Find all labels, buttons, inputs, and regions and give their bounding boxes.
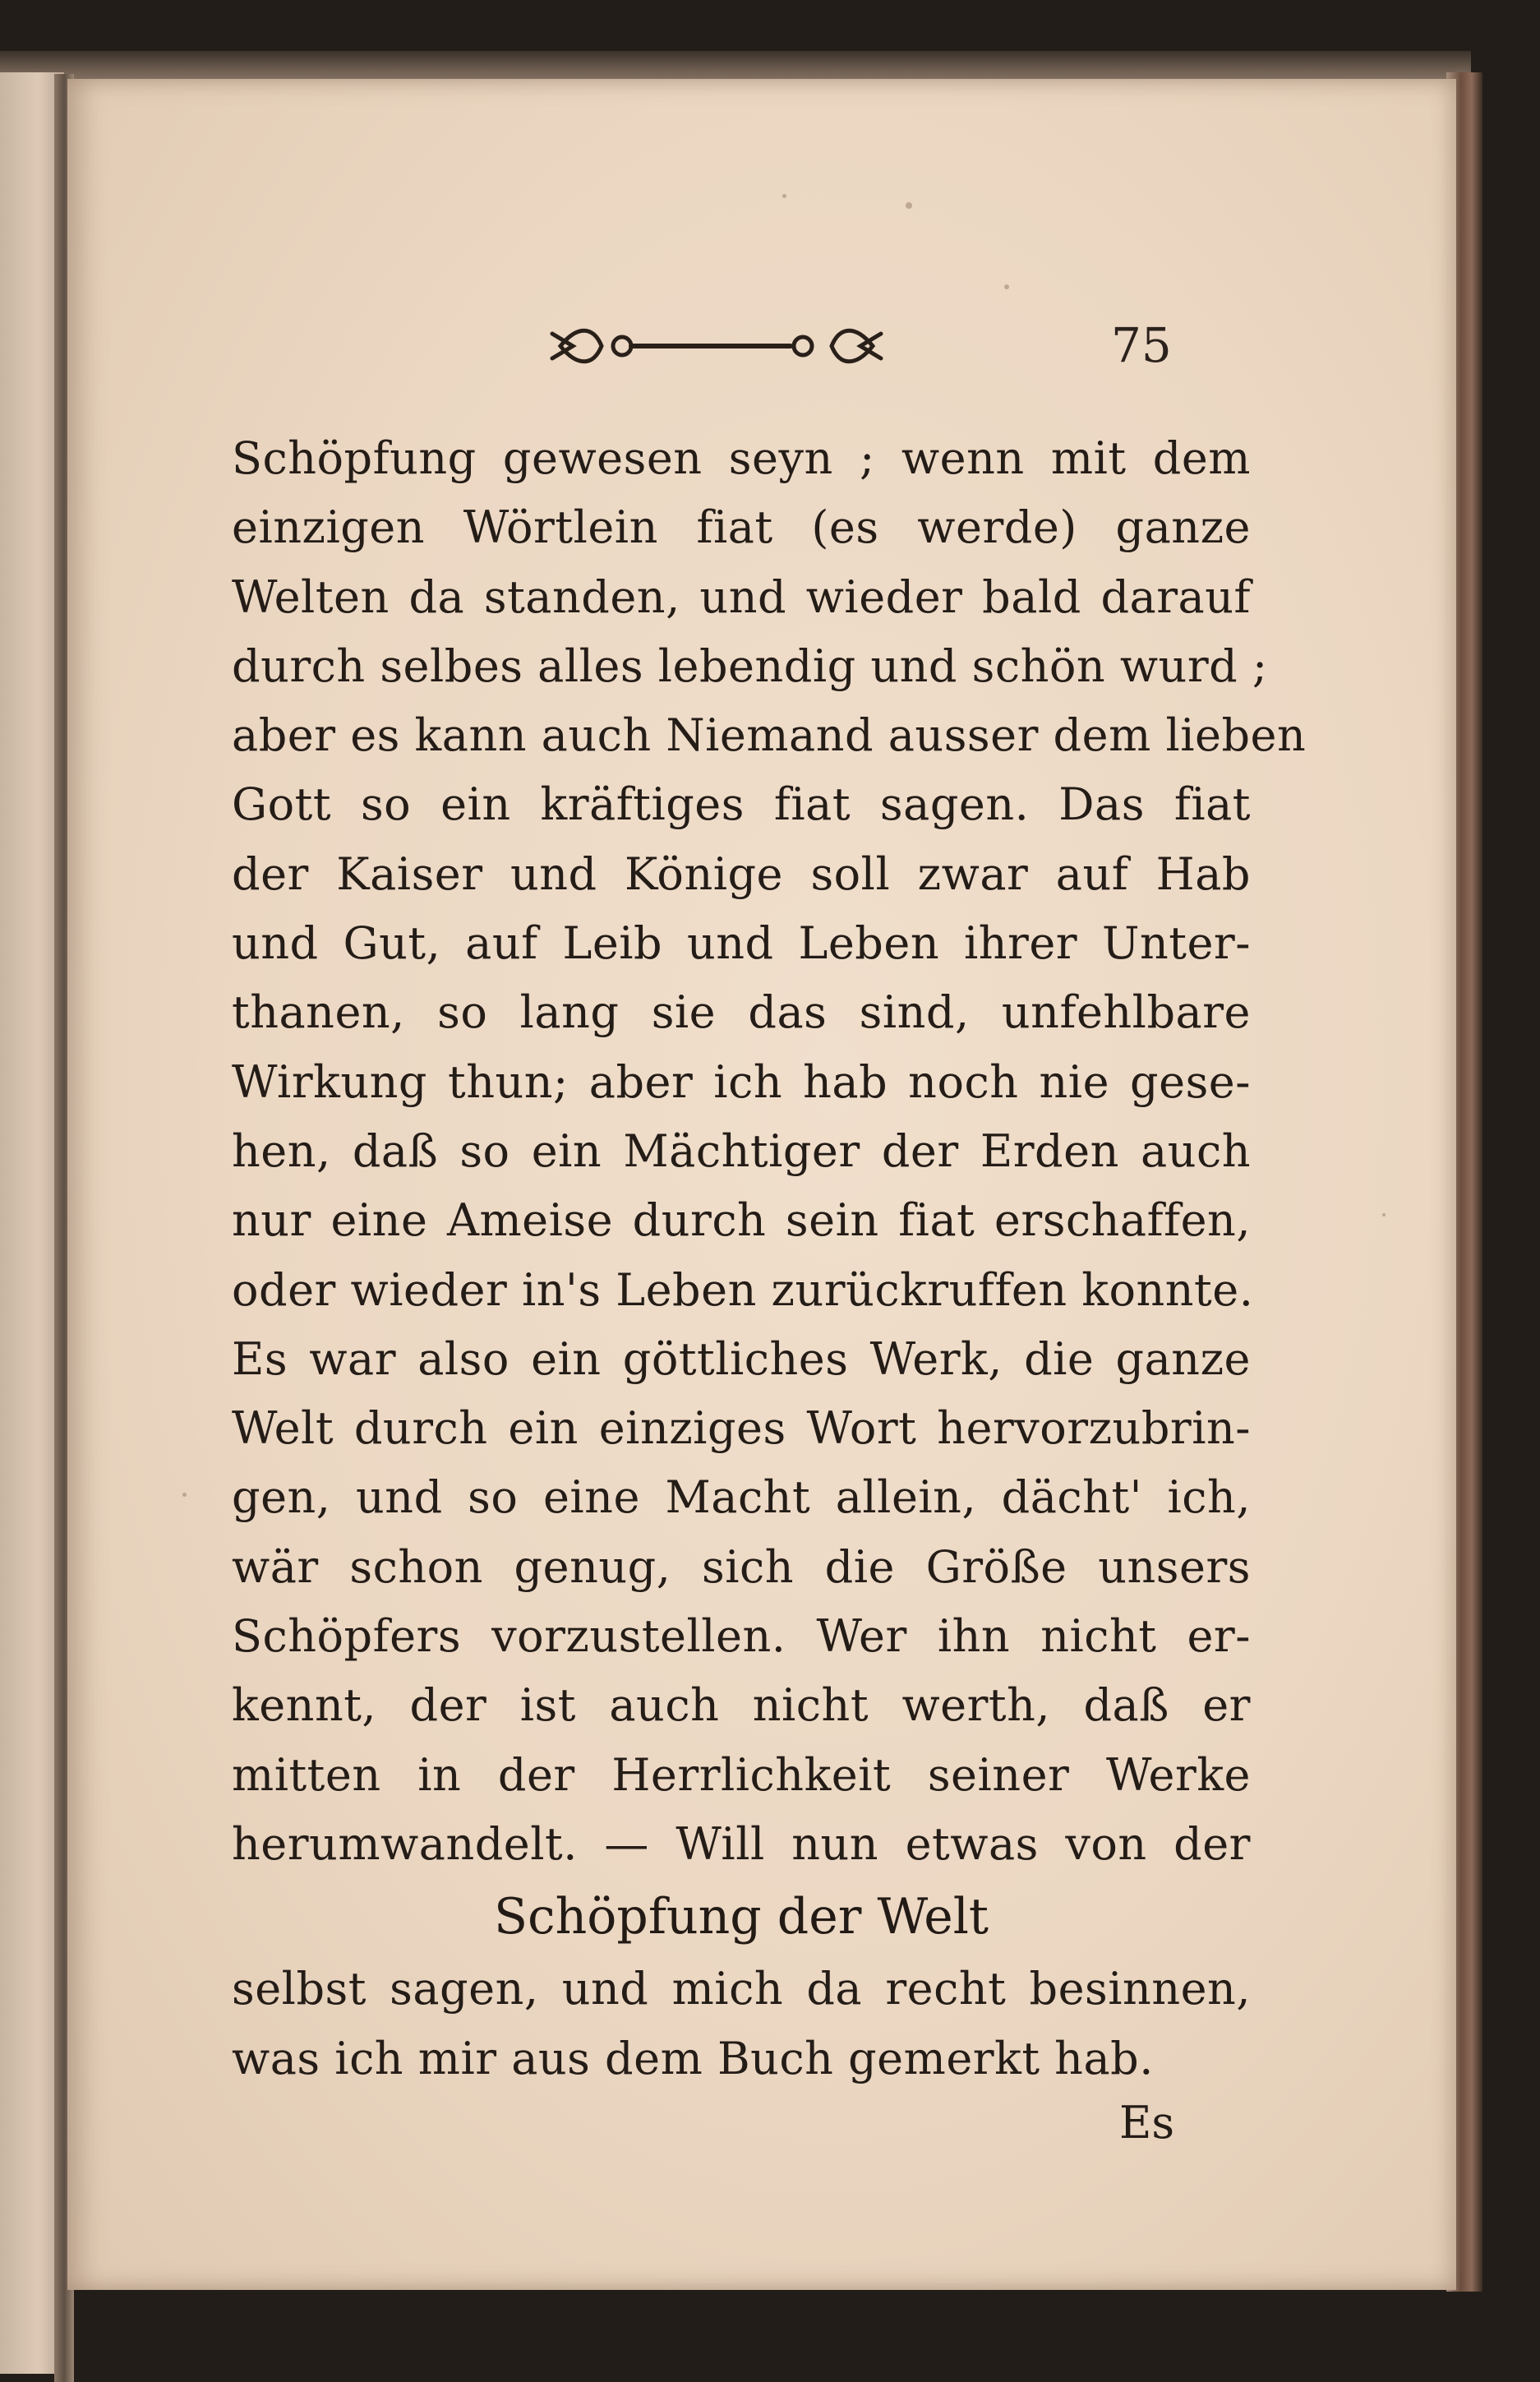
- text-line: aber es kann auch Niemand ausser dem lieben: [232, 709, 1307, 762]
- text-line: Schöpfers vorzustellen. Wer ihn nicht er-: [232, 1610, 1251, 1663]
- text-line: durch selbes alles lebendig und schön wurd ;: [232, 639, 1268, 692]
- text-line: der Kaiser und Könige soll zwar auf Hab: [232, 847, 1251, 900]
- text-line: Welt durch ein einziges Wort hervorzubrin-: [232, 1402, 1251, 1455]
- text-line: Wirkung thun; aber ich hab noch nie gese-: [232, 1055, 1251, 1108]
- page-header: [67, 317, 1456, 391]
- paper-speck: [1382, 1213, 1386, 1216]
- text-line: was ich mir aus dem Buch gemerkt hab.: [232, 2032, 1154, 2084]
- text-line: hen, daß so ein Mächtiger der Erden auch: [232, 1124, 1251, 1177]
- text-line: kennt, der ist auch nicht werth, daß er: [232, 1679, 1251, 1732]
- body-text: [232, 424, 1307, 2093]
- paper-speck: [1004, 284, 1009, 289]
- book-page: [67, 79, 1456, 2290]
- text-line: Schöpfung gewesen seyn ; wenn mit dem: [232, 432, 1251, 484]
- text-line: mitten in der Herrlichkeit seiner Werke: [232, 1748, 1251, 1801]
- ornamental-rule-icon: [544, 317, 889, 375]
- text-line: einzigen Wörtlein fiat (es werde) ganze: [232, 501, 1251, 554]
- text-line: und Gut, auf Leib und Leben ihrer Unter-: [232, 917, 1251, 970]
- catchword: Es: [1119, 2097, 1175, 2149]
- text-line: gen, und so eine Macht allein, dächt' ich,: [232, 1471, 1251, 1524]
- text-line: nur eine Ameise durch sein fiat erschaffen,: [232, 1194, 1251, 1247]
- paper-speck: [782, 194, 786, 198]
- text-line: herumwandelt. — Will nun etwas von der: [232, 1817, 1251, 1870]
- paper-speck: [182, 1493, 187, 1497]
- text-line: thanen, so lang sie das sind, unfehlbare: [232, 986, 1251, 1039]
- section-heading: Schöpfung der Welt: [493, 1888, 989, 1946]
- text-line: Es war also ein göttliches Werk, die ganze: [232, 1332, 1251, 1385]
- text-line: oder wieder in's Leben zurückruffen konnte.: [232, 1263, 1254, 1316]
- page-number: 75: [1111, 317, 1172, 373]
- text-line: Gott so ein kräftiges fiat sagen. Das fiat: [232, 778, 1251, 831]
- text-line: Welten da standen, und wieder bald darauf: [232, 570, 1251, 623]
- text-line: selbst sagen, und mich da recht besinnen,: [232, 1963, 1251, 2015]
- paper-speck: [906, 202, 912, 209]
- text-line: wär schon genug, sich die Größe unsers: [232, 1540, 1251, 1593]
